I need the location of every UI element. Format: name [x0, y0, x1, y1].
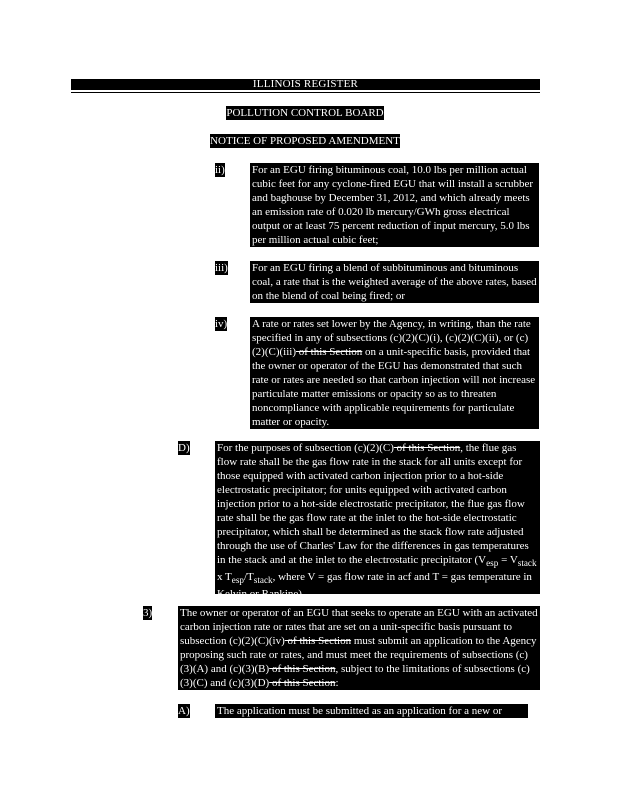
- item-ii-text: For an EGU firing bituminous coal, 10.0 lbs per million actual cubic feet for any cyclone-fired EGU that will install a scrubber and baghouse by December 31, 2012, and which already meets an emission rate of 0.020 lb mercury/GWh gross electrical output or at least 75 percent reduction of input mercury, 5.0 lbs per million actual cubic feet;: [250, 163, 539, 247]
- item-D-text-a: For the purposes of subsection (c)(2)(C): [217, 442, 394, 454]
- item-D-marker: D): [178, 442, 190, 454]
- item-D-text-c: = V: [498, 554, 518, 566]
- item-3-text-b: must submit an application to the Agency proposing such rate or rates, and must meet the requirements of subsections (c)(3)(A) and (c)(3)(B): [180, 635, 537, 675]
- item-D-text: [215, 441, 540, 601]
- item-iv-text-b: on a unit-specific basis, provided that the owner or operator of the EGU has demonstrated that such rate or rates are needed so that carbon injection will not increase particulate matter emissions or opacity so as to threaten noncompliance with applicable requirements for particulate matter or opacity.: [252, 346, 536, 428]
- notice-title: NOTICE OF PROPOSED AMENDMENT: [210, 135, 400, 147]
- item-D-text-b: , the flue gas flow rate shall be the gas flow rate in the stack for all units except for those equipped with activated carbon injection prior to a hot-side electrostatic precipitator; for units equipped with activated carbon injection prior to a hot-side electrostatic precipitator, the flue gas flow rate shall be the gas flow rate at the inlet to the hot-side electrostatic precipitator, which shall be determined as the stack flow rate adjusted through the use of Charles' Law for the differences in gas temperatures in the stack and at the inlet to the electrostatic precipitator (V: [217, 442, 529, 566]
- item-D-sub-esp: esp: [486, 558, 499, 569]
- item-iv-text-a: A rate or rates set lower by the Agency, in writing, than the rate specified in any of subsections (c)(2)(C)(i), (c)(2)(C)(ii), or (c)(2)(C)(iii): [252, 318, 531, 358]
- item-D-text-f: , where V = gas flow rate in acf and T = gas temperature in Kelvin or Rankine): [217, 571, 532, 601]
- item-iv-text: [250, 317, 539, 429]
- item-3-strike-1: of this Section: [284, 635, 352, 647]
- item-iv-marker: iv): [215, 318, 228, 330]
- item-D-text-d: x T: [217, 571, 232, 584]
- item-ii-marker: ii): [215, 164, 225, 176]
- register-title: ILLINOIS REGISTER: [252, 78, 359, 90]
- item-3-text-c: , subject to the limitations of subsections (c)(3)(C) and (c)(3)(D): [180, 663, 530, 689]
- header-rule: [71, 92, 540, 93]
- register-header-bar: [71, 79, 540, 90]
- item-D-text-e: /T: [244, 571, 254, 584]
- item-3-strike-2: of this Section: [269, 663, 336, 675]
- item-iii-text: For an EGU firing a blend of subbituminous and bituminous coal, a rate that is the weighted average of the above rates, based on the blend of coal being fired; or: [250, 261, 539, 303]
- item-iv-strike: of this Section: [295, 346, 363, 358]
- item-A-marker: A): [178, 705, 190, 717]
- item-3-text: [178, 606, 540, 690]
- notice-line: [0, 134, 618, 148]
- board-title: POLLUTION CONTROL BOARD: [226, 107, 384, 119]
- item-3-text-d: :: [335, 677, 339, 689]
- item-D-strike: of this Section: [393, 442, 461, 454]
- item-D-sub-stack: stack: [517, 558, 537, 569]
- item-D-text-g: .: [301, 588, 305, 601]
- board-line: [0, 106, 618, 120]
- item-3-text-a: The owner or operator of an EGU that seeks to operate an EGU with an activated carbon injection rate or rates that are set on a unit-specific basis pursuant to subsection (c)(2)(C)(iv): [180, 607, 538, 647]
- item-3-marker: 3): [143, 607, 153, 619]
- item-D-sub-esp-2: esp: [231, 575, 244, 586]
- item-iii-marker: iii): [215, 262, 228, 274]
- item-A-text: The application must be submitted as an application for a new or: [215, 704, 528, 718]
- item-3-strike-3: of this Section: [269, 677, 336, 689]
- item-D-sub-stack-2: stack: [253, 575, 273, 586]
